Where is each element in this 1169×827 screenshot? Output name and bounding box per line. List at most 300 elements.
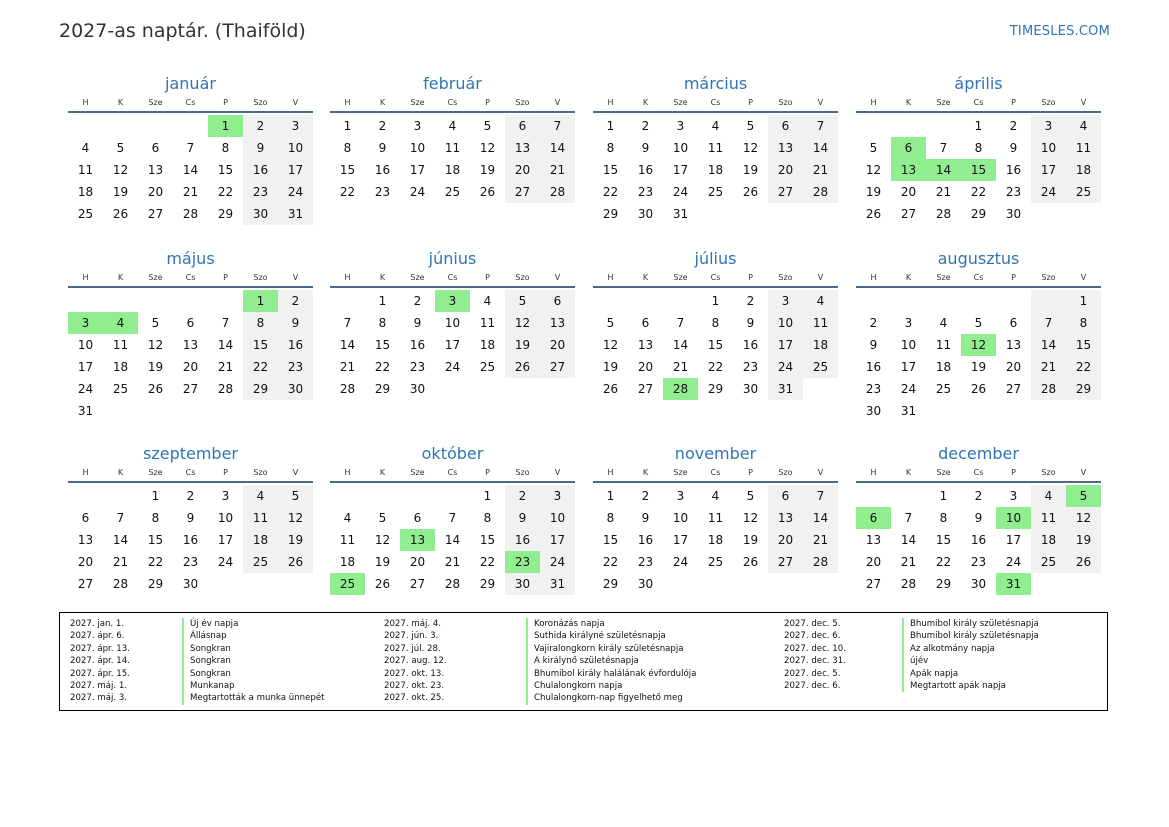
- calendar-day: 1: [939, 489, 948, 503]
- calendar-day: 3: [278, 115, 313, 137]
- holiday-column: [70, 618, 325, 705]
- calendar-day: 28: [935, 207, 952, 221]
- calendar-day: 25: [112, 382, 129, 396]
- weekday-label: Cs: [447, 273, 458, 282]
- calendar-day: 28: [182, 207, 199, 221]
- calendar-week: [330, 378, 575, 400]
- calendar-day: 31: [540, 573, 575, 595]
- calendar-day: 10: [409, 141, 426, 155]
- calendar-day: 14: [803, 137, 838, 159]
- calendar-day: 28: [217, 382, 234, 396]
- weekday-label: P: [748, 98, 753, 107]
- calendar-day: 6: [151, 141, 160, 155]
- calendar-day: 7: [904, 511, 913, 525]
- holiday-date: 2027. aug. 12.: [384, 656, 447, 667]
- calendar-day: 18: [77, 185, 94, 199]
- holiday-row: [70, 643, 325, 655]
- calendar-day: 26: [147, 382, 164, 396]
- calendar-day: 16: [742, 338, 759, 352]
- calendar-day: 3: [221, 489, 230, 503]
- calendar-day: 17: [278, 159, 313, 181]
- calendar-day: 9: [378, 141, 387, 155]
- calendar-day: 3: [68, 312, 103, 334]
- month-name: február: [423, 74, 482, 93]
- calendar-empty-cell: [278, 573, 313, 595]
- calendar-day: 8: [221, 141, 230, 155]
- calendar-day: 21: [112, 555, 129, 569]
- weekday-label: H: [82, 468, 89, 477]
- calendar-day: 23: [374, 185, 391, 199]
- calendar-day: 12: [479, 141, 496, 155]
- calendar-day: 14: [217, 338, 234, 352]
- calendar-day: 29: [602, 207, 619, 221]
- weekday-label: V: [554, 273, 561, 282]
- holiday-row: [784, 618, 1039, 630]
- weekday-label: Szo: [515, 273, 530, 282]
- weekday-label: Cs: [973, 468, 984, 477]
- calendar-day: 7: [939, 141, 948, 155]
- calendar-day: 28: [900, 577, 917, 591]
- calendar-day: 5: [151, 316, 160, 330]
- calendar-day: 31: [900, 404, 917, 418]
- holiday-name: Vajiralongkorn király születésnapja: [526, 643, 684, 655]
- calendar-day: 12: [742, 141, 759, 155]
- calendar-day: 23: [970, 555, 987, 569]
- calendar-week: [593, 378, 838, 400]
- calendar-day: 23: [243, 181, 278, 203]
- calendar-empty-cell: [278, 400, 313, 422]
- calendar-week: [330, 573, 575, 595]
- calendar-empty-cell: [996, 400, 1031, 422]
- calendar-day: 25: [77, 207, 94, 221]
- calendar-empty-cell: [891, 290, 926, 312]
- calendar-day: 18: [1066, 159, 1101, 181]
- calendar-empty-cell: [103, 400, 138, 422]
- calendar-day: 4: [483, 294, 492, 308]
- calendar-day: 1: [483, 489, 492, 503]
- holiday-date: 2027. dec. 5.: [784, 619, 841, 629]
- calendar-week: [856, 312, 1101, 334]
- weekday-label: K: [642, 98, 649, 107]
- calendar-day: 14: [900, 533, 917, 547]
- calendar-day: 27: [77, 577, 94, 591]
- calendar-empty-cell: [243, 573, 278, 595]
- calendar-day: 4: [1066, 115, 1101, 137]
- calendar-day: 8: [1066, 312, 1101, 334]
- weekday-label: V: [817, 468, 824, 477]
- calendar-week: [856, 290, 1101, 312]
- calendar-week: [593, 334, 838, 356]
- calendar-day: 3: [904, 316, 913, 330]
- holiday-date: 2027. dec. 5.: [784, 668, 841, 679]
- calendar-day: 3: [1009, 489, 1018, 503]
- calendar-day: 6: [891, 137, 926, 159]
- month-name: október: [421, 444, 484, 463]
- holiday-date: 2027. dec. 10.: [784, 643, 846, 654]
- calendar-empty-cell: [856, 115, 891, 137]
- holiday-name: Az alkotmány napja: [902, 643, 995, 655]
- calendar-day: 6: [768, 115, 803, 137]
- calendar-day: 7: [1031, 312, 1066, 334]
- calendar-day: 4: [103, 312, 138, 334]
- calendar-empty-cell: [173, 400, 208, 422]
- calendar-day: 1: [1066, 290, 1101, 312]
- calendar-week: [856, 334, 1101, 356]
- calendar-day: 30: [637, 577, 654, 591]
- calendar-empty-cell: [173, 290, 208, 312]
- weekday-label: Cs: [710, 273, 721, 282]
- calendar-day: 3: [540, 485, 575, 507]
- calendar-day: 17: [900, 360, 917, 374]
- calendar-day: 17: [444, 338, 461, 352]
- calendar-day: 29: [479, 577, 496, 591]
- holiday-name: Songkran: [182, 668, 231, 680]
- calendar-empty-cell: [208, 290, 243, 312]
- calendar-day: 13: [540, 312, 575, 334]
- calendar-day: 10: [278, 137, 313, 159]
- weekday-label: H: [344, 273, 351, 282]
- month-október: [330, 443, 575, 595]
- calendar-day: 13: [768, 137, 803, 159]
- calendar-empty-cell: [103, 485, 138, 507]
- calendar-day: 22: [935, 555, 952, 569]
- calendar-day: 21: [900, 555, 917, 569]
- holiday-row: [784, 680, 1039, 692]
- calendar-empty-cell: [1031, 400, 1066, 422]
- calendar-empty-cell: [961, 400, 996, 422]
- holiday-name: Munkanap: [182, 680, 235, 692]
- calendar-week: [856, 181, 1101, 203]
- weekday-header: [68, 465, 313, 483]
- calendar-day: 2: [869, 316, 878, 330]
- weekday-label: H: [870, 98, 877, 107]
- calendar-week: [68, 573, 313, 595]
- month-szeptember: [68, 443, 313, 595]
- calendar-day: 15: [339, 163, 356, 177]
- calendar-day: 11: [479, 316, 496, 330]
- calendar-day: 23: [182, 555, 199, 569]
- calendar-day: 25: [935, 382, 952, 396]
- weekday-label: K: [905, 98, 912, 107]
- calendar-day: 28: [112, 577, 129, 591]
- holiday-date: 2027. ápr. 6.: [70, 631, 125, 642]
- calendar-week: [330, 159, 575, 181]
- calendar-week: [330, 290, 575, 312]
- calendar-week: [856, 573, 1101, 595]
- calendar-week: [856, 485, 1101, 507]
- calendar-day: 8: [939, 511, 948, 525]
- calendar-day: 9: [641, 141, 650, 155]
- calendar-day: 28: [540, 181, 575, 203]
- calendar-day: 13: [637, 338, 654, 352]
- holiday-name: újév: [902, 655, 928, 667]
- calendar-empty-cell: [435, 378, 470, 400]
- holiday-list: [59, 612, 1108, 711]
- weekday-label: Sze: [410, 468, 425, 477]
- calendar-day: 11: [1031, 507, 1066, 529]
- calendar-day: 3: [676, 489, 685, 503]
- calendar-day: 15: [374, 338, 391, 352]
- month-január: [68, 73, 313, 225]
- holiday-row: [384, 680, 696, 692]
- calendar-day: 15: [602, 163, 619, 177]
- calendar-day: 8: [974, 141, 983, 155]
- calendar-day: 2: [278, 290, 313, 312]
- calendar-day: 17: [217, 533, 234, 547]
- calendar-empty-cell: [768, 203, 803, 225]
- calendar-day: 29: [707, 382, 724, 396]
- calendar-empty-cell: [768, 573, 803, 595]
- calendar-day: 30: [865, 404, 882, 418]
- weekday-label: V: [292, 98, 299, 107]
- calendar-day: 23: [409, 360, 426, 374]
- calendar-day: 31: [77, 404, 94, 418]
- weekday-label: Szo: [515, 98, 530, 107]
- weekday-label: P: [485, 98, 490, 107]
- weekday-label: Cs: [973, 98, 984, 107]
- calendar-day: 11: [803, 312, 838, 334]
- calendar-week: [330, 507, 575, 529]
- calendar-day: 16: [505, 529, 540, 551]
- calendar-empty-cell: [1031, 573, 1066, 595]
- weekday-label: V: [1080, 273, 1087, 282]
- weekday-label: H: [870, 273, 877, 282]
- calendar-day: 25: [803, 356, 838, 378]
- calendar-day: 9: [278, 312, 313, 334]
- calendar-day: 12: [505, 312, 540, 334]
- calendar-empty-cell: [803, 378, 838, 400]
- month-július: [593, 248, 838, 400]
- calendar-empty-cell: [891, 115, 926, 137]
- calendar-day: 7: [448, 511, 457, 525]
- calendar-day: 3: [435, 290, 470, 312]
- calendar-empty-cell: [593, 290, 628, 312]
- calendar-empty-cell: [68, 485, 103, 507]
- weekday-label: K: [642, 468, 649, 477]
- weekday-label: H: [870, 468, 877, 477]
- weekday-header: [856, 465, 1101, 483]
- calendar-day: 25: [330, 573, 365, 595]
- calendar-day: 14: [444, 533, 461, 547]
- calendar-day: 5: [1066, 485, 1101, 507]
- calendar-day: 21: [217, 360, 234, 374]
- weekday-header: [593, 95, 838, 113]
- calendar-empty-cell: [856, 290, 891, 312]
- calendar-day: 21: [803, 159, 838, 181]
- calendar-day: 16: [637, 533, 654, 547]
- calendar-day: 8: [151, 511, 160, 525]
- calendar-day: 2: [413, 294, 422, 308]
- calendar-day: 9: [746, 316, 755, 330]
- holiday-date: 2027. dec. 6.: [784, 680, 841, 691]
- calendar-day: 28: [663, 378, 698, 400]
- calendar-week: [68, 181, 313, 203]
- calendar-day: 24: [77, 382, 94, 396]
- calendar-day: 13: [77, 533, 94, 547]
- month-name: november: [674, 444, 757, 463]
- calendar-day: 29: [602, 577, 619, 591]
- weekday-label: Szo: [1041, 468, 1056, 477]
- calendar-empty-cell: [628, 290, 663, 312]
- calendar-day: 9: [413, 316, 422, 330]
- weekday-label: Cs: [185, 98, 196, 107]
- calendar-day: 15: [1066, 334, 1101, 356]
- calendar-day: 29: [217, 207, 234, 221]
- month-name: június: [428, 249, 477, 268]
- holiday-date: 2027. okt. 13.: [384, 668, 445, 679]
- calendar-day: 2: [641, 489, 650, 503]
- calendar-day: 1: [606, 119, 615, 133]
- calendar-empty-cell: [961, 290, 996, 312]
- calendar-day: 22: [479, 555, 496, 569]
- month-name: január: [165, 74, 216, 93]
- holiday-name: Chulalongkorn napja: [526, 680, 622, 692]
- calendar-day: 22: [147, 555, 164, 569]
- calendar-day: 25: [707, 555, 724, 569]
- calendar-week: [593, 203, 838, 225]
- calendar-week: [856, 529, 1101, 551]
- calendar-day: 18: [479, 338, 496, 352]
- calendar-week: [856, 400, 1101, 422]
- calendar-day: 10: [217, 511, 234, 525]
- calendar-day: 26: [479, 185, 496, 199]
- calendar-day: 20: [865, 555, 882, 569]
- calendar-day: 5: [974, 316, 983, 330]
- calendar-empty-cell: [1066, 400, 1101, 422]
- weekday-label: Sze: [148, 468, 163, 477]
- calendar-day: 20: [768, 529, 803, 551]
- calendar-week: [330, 181, 575, 203]
- weekday-label: Sze: [936, 98, 951, 107]
- calendar-week: [593, 573, 838, 595]
- holiday-date: 2027. jan. 1.: [70, 619, 125, 629]
- weekday-label: Cs: [185, 273, 196, 282]
- calendar-day: 1: [243, 290, 278, 312]
- weekday-label: V: [554, 98, 561, 107]
- calendar-day: 27: [182, 382, 199, 396]
- weekday-label: V: [554, 468, 561, 477]
- calendar-day: 24: [217, 555, 234, 569]
- calendar-week: [856, 378, 1101, 400]
- calendar-day: 18: [707, 533, 724, 547]
- calendar-day: 6: [768, 485, 803, 507]
- site-link[interactable]: TIMESLES.COM: [1009, 24, 1110, 39]
- calendar-empty-cell: [856, 485, 891, 507]
- calendar-day: 19: [479, 163, 496, 177]
- weekday-label: Szo: [778, 468, 793, 477]
- calendar-day: 21: [672, 360, 689, 374]
- calendar-day: 15: [961, 159, 996, 181]
- holiday-name: Koronázás napja: [526, 618, 605, 630]
- calendar-day: 22: [339, 185, 356, 199]
- weekday-label: V: [292, 468, 299, 477]
- calendar-day: 15: [602, 533, 619, 547]
- calendar-day: 1: [151, 489, 160, 503]
- calendar-week: [856, 137, 1101, 159]
- calendar-week: [593, 181, 838, 203]
- holiday-row: [384, 668, 696, 680]
- calendar-empty-cell: [103, 290, 138, 312]
- holiday-row: [784, 668, 1039, 680]
- calendar-day: 25: [1066, 181, 1101, 203]
- calendar-day: 12: [278, 507, 313, 529]
- calendar-week: [68, 334, 313, 356]
- month-augusztus: [856, 248, 1101, 422]
- calendar-empty-cell: [103, 115, 138, 137]
- calendar-empty-cell: [996, 290, 1031, 312]
- weekday-label: V: [292, 273, 299, 282]
- month-name: szeptember: [142, 444, 238, 463]
- calendar-day: 1: [606, 489, 615, 503]
- weekday-label: P: [223, 273, 228, 282]
- month-name: május: [166, 249, 215, 268]
- calendar-day: 22: [1066, 356, 1101, 378]
- calendar-day: 19: [602, 360, 619, 374]
- weekday-header: [68, 270, 313, 288]
- weekday-label: Sze: [673, 273, 688, 282]
- calendar-empty-cell: [435, 485, 470, 507]
- month-december: [856, 443, 1101, 595]
- calendar-day: 1: [378, 294, 387, 308]
- weekday-label: Sze: [148, 273, 163, 282]
- calendar-day: 21: [182, 185, 199, 199]
- calendar-empty-cell: [733, 573, 768, 595]
- calendar-day: 27: [409, 577, 426, 591]
- weekday-label: Szo: [1041, 98, 1056, 107]
- calendar-day: 16: [1005, 163, 1022, 177]
- calendar-week: [330, 137, 575, 159]
- weekday-label: Szo: [253, 98, 268, 107]
- calendar-day: 27: [637, 382, 654, 396]
- calendar-day: 20: [505, 159, 540, 181]
- calendar-day: 12: [602, 338, 619, 352]
- calendar-week: [330, 529, 575, 551]
- calendar-week: [593, 290, 838, 312]
- calendar-day: 2: [1009, 119, 1018, 133]
- weekday-label: P: [1011, 98, 1016, 107]
- calendar-day: 13: [1005, 338, 1022, 352]
- weekday-label: P: [1011, 273, 1016, 282]
- calendar-week: [593, 312, 838, 334]
- calendar-day: 5: [746, 119, 755, 133]
- calendar-day: 21: [444, 555, 461, 569]
- holiday-row: [70, 692, 325, 704]
- calendar-empty-cell: [68, 115, 103, 137]
- calendar-day: 13: [182, 338, 199, 352]
- calendar-day: 21: [339, 360, 356, 374]
- calendar-day: 14: [182, 163, 199, 177]
- calendar-week: [856, 115, 1101, 137]
- calendar-day: 29: [935, 577, 952, 591]
- calendar-day: 22: [602, 555, 619, 569]
- calendar-day: 16: [374, 163, 391, 177]
- calendar-day: 20: [768, 159, 803, 181]
- calendar-day: 11: [77, 163, 94, 177]
- weekday-label: K: [905, 468, 912, 477]
- calendar-day: 19: [1066, 529, 1101, 551]
- calendar-empty-cell: [1031, 203, 1066, 225]
- calendar-day: 10: [672, 141, 689, 155]
- calendar-day: 19: [505, 334, 540, 356]
- calendar-day: 21: [1031, 356, 1066, 378]
- calendar-day: 20: [900, 185, 917, 199]
- weekday-label: K: [117, 468, 124, 477]
- calendar-day: 23: [865, 382, 882, 396]
- holiday-date: 2027. máj. 3.: [70, 693, 128, 704]
- calendar-empty-cell: [208, 400, 243, 422]
- holiday-date: 2027. máj. 1.: [70, 680, 128, 691]
- holiday-name: Songkran: [182, 655, 231, 667]
